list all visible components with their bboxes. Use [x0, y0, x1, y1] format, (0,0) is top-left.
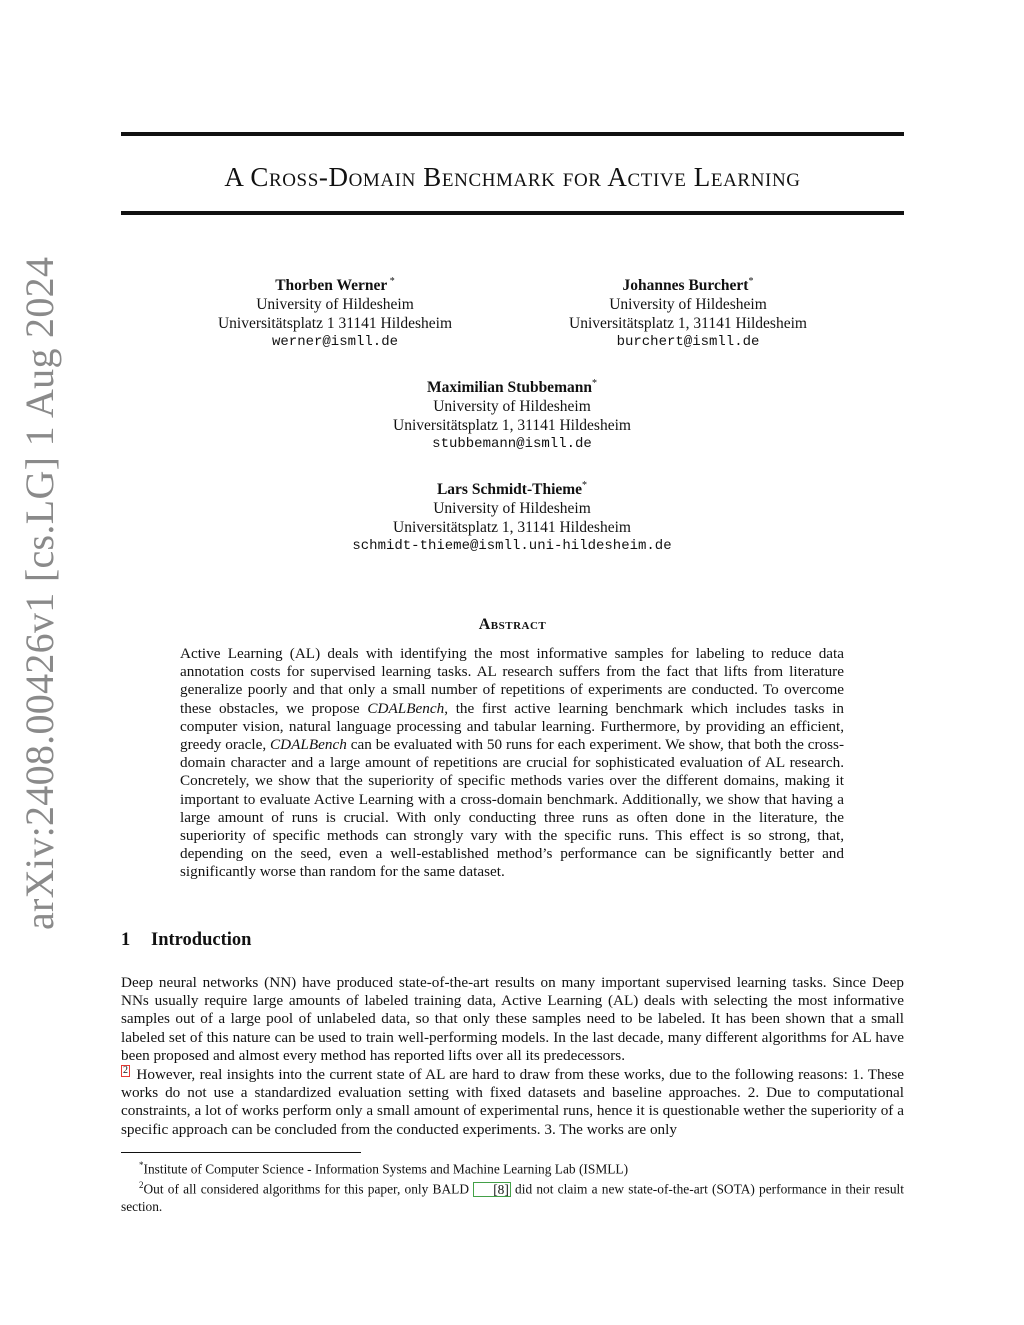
author-block [182, 272, 488, 352]
footnote-divider [121, 1152, 361, 1153]
arxiv-identifier: arXiv:2408.00426v1 [cs.LG] 1 Aug 2024 [17, 256, 62, 930]
author-block [540, 272, 836, 352]
author-address: Universitätsplatz 1 31141 Hildesheim [217, 315, 453, 333]
author-affiliation: University of Hildesheim [609, 296, 767, 314]
section-heading-introduction: 1 Introduction [121, 930, 252, 950]
author-block [362, 374, 662, 454]
author-name: Johannes Burchert* [622, 276, 754, 295]
author-address: Universitätsplatz 1, 31141 Hildesheim [569, 315, 807, 333]
footnote-1: *Institute of Computer Science - Information Systems and Machine Learning Lab (ISMLL) [139, 1160, 629, 1177]
footnote-2: $^2$Out of all considered algorithms for this paper, only BALD [8] did not claim a new state-of-the-art (SOTA) performance in their result section. [121, 1180, 904, 1214]
benchmark-name: CDALBench [270, 736, 347, 754]
author-email[interactable]: burchert@ismll.de [616, 334, 760, 351]
author-name: Lars Schmidt-Thieme* [436, 480, 588, 499]
author-email[interactable]: schmidt-thieme@ismll.uni-hildesheim.de [352, 538, 672, 555]
author-affiliation: University of Hildesheim [433, 500, 591, 518]
author-address: Universitätsplatz 1, 31141 Hildesheim [393, 417, 631, 435]
footnote-link[interactable]: 2 [123, 1065, 128, 1077]
introduction-text: Deep neural networks (NN) have produced state-of-the-art results on many important supervised learning tasks. Since Deep NNs usually require large amounts of labeled training data, Active Learning (AL) deals with selecting the most informative samples out of a large pool of unlabeled data, so that only these samples need to be labeled. It has been shown that a small labeled set of this nature can be used to train well-performing models. In the last decade, many different algorithms for AL have been proposed and almost every method has reported lifts over all its predecessors. 2 However, real insights into the current state of AL are hard to draw from these works, due to the following reasons: 1. These works do not use a standardized evaluation setting with fixed datasets and baseline approaches. 2. Due to computational constraints, a lot of works perform only a small amount of experimental runs, hence it is questionable wether the superiority of a specific approach can be concluded from the conducted experiments. 3. The works are only [121, 974, 904, 1138]
author-address: Universitätsplatz 1, 31141 Hildesheim [393, 519, 631, 537]
citation-link[interactable]: [8] [473, 1182, 511, 1197]
benchmark-name: CDALBench [367, 699, 445, 717]
author-email[interactable]: werner@ismll.de [271, 334, 399, 351]
abstract-heading: Abstract [478, 616, 547, 633]
author-affiliation: University of Hildesheim [256, 296, 414, 314]
author-block [312, 476, 712, 556]
title-rule-top [121, 132, 904, 136]
abstract-text: Active Learning (AL) deals with identifying the most informative samples for labeling to reduce data annotation costs for supervised learning tasks. AL research suffers from the fact that lifts from literature generalize poorly and that only a small number of repetitions of experiments are conducted. To overcome these obstacles, we propose CDALBench, the first active learning benchmark which includes tasks in computer vision, natural language processing and tabular learning. Furthermore, by providing an efficient, greedy oracle, CDALBench can be evaluated with 50 runs for each experiment. We show, that both the cross-domain character and a large amount of repetitions are crucial for sophisticated evaluation of AL research. Concretely, we show that the superiority of specific methods varies over the different domains, making it important to evaluate Active Learning with a cross-domain benchmark. Additionally, we show that having a large amount of runs is crucial. With only conducting three runs as often done in the literature, the superiority of specific methods can strongly vary with the specific runs. This effect is so strong, that, depending on the seed, even a well-established method’s performance can be significantly better and significantly worse than random for the same dataset. [180, 645, 845, 881]
author-affiliation: University of Hildesheim [433, 398, 591, 416]
author-name: Thorben Werner * [275, 276, 395, 295]
author-name: Maximilian Stubbemann* [427, 378, 597, 397]
footnotes [121, 1157, 904, 1215]
author-email[interactable]: stubbemann@ismll.de [432, 436, 592, 453]
paper-title: A Cross-Domain Benchmark for Active Learning [224, 162, 801, 192]
title-rule-bottom [121, 211, 904, 215]
